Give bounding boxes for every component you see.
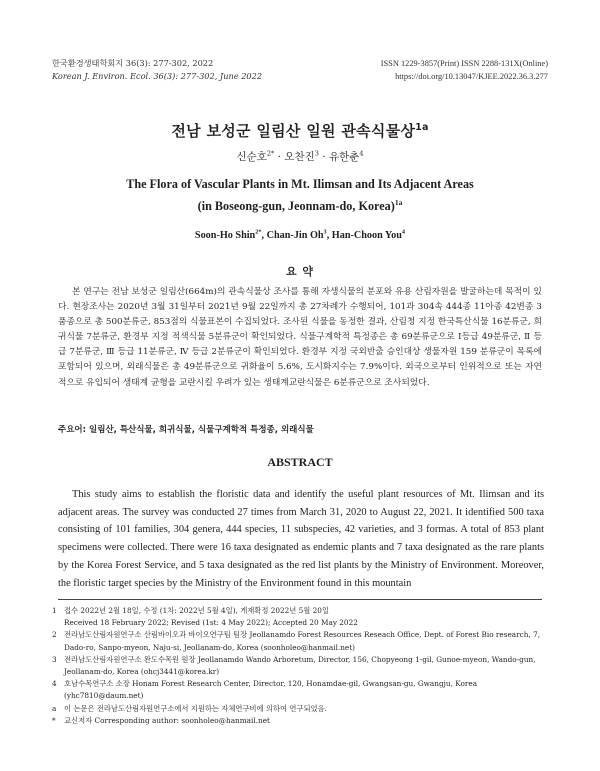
footnote-divider xyxy=(58,599,542,600)
korean-abstract-text: 본 연구는 전남 보성군 일림산(664m)의 관속식물상 조사를 통해 자생식물의 분포와 유용 산림자원을 발굴하는데 목적이 있다. 현장조사는 2020년 3월 31일부터 2021년 9월 22일까지 총 27차례가 수행되어, 101과 304속 444종 11아종 42변종 3품종으로 총 500분류군, 853점의 식물표본이 수집되었다. 조사된 식물을 동정한 결과, 산림청 지정 한국특산식물 16분류군, 희귀식물 7분류군, 환경부 지정 적색식물 5분류군이 확인되었다. 식물구계학적 특정종은 총 69분류군으로 Ⅰ등급 49분류군, Ⅱ 등급 7분류군, Ⅲ 등급 11분류군, Ⅳ 등급 2분류군이 확인되었다. 환경부 지정 국외반출 승인대상 생물자원 159 분류군이 목록에 포함되어 있으며, 외래식물은 총 49분류군으로 귀화율이 5.6%, 도시화지수는 7.9%이다. 외국으로부터 인위적으로 또는 자연적으로 유입되어 생태계 균형을 교란시킬 우려가 있는 생태계교란식물은 6분류군으로 조사되었다. xyxy=(58,287,542,388)
footnote-corresponding: * 교신저자 Corresponding author: soonholeo@hanmail.net xyxy=(52,715,270,725)
author-ko-2: 오찬진 xyxy=(284,151,315,163)
journal-citation xyxy=(52,57,262,83)
footnote-4: 4 호남수목연구소 소장 Honam Forest Research Center, Director, 120, Honamdae-gil, Gwangsan-gu, Gwangju, Korea (yhc7810@daum.net) xyxy=(52,679,478,701)
title-korean: 전남 보성군 일림산 일원 관속식물상$^{1a}$ xyxy=(171,122,429,140)
issn-doi-block xyxy=(381,57,548,83)
journal-citation-en: Korean J. Environ. Ecol. 36(3): 277-302, June 2022 xyxy=(52,71,263,81)
doi-link[interactable]: https://doi.org/10.13047/KJEE.2022.36.3.277 xyxy=(395,72,548,81)
footnote-1: 1 접수 2022년 2월 18일, 수정 (1차: 2022년 5월 4일), 게재확정 2022년 5월 20일 Received 18 February 2022; Revised (1st: 4 May 2022); Accepted 20 May 2022 xyxy=(52,606,358,628)
footnote-2: 2 전라남도산림자원연구소 산림바이오과 바이오연구팀 팀장 Jeollanamdo Forest Resources Reseach Office, Dept. of Forest Bio research, 7, Dado-ro, Sanpo-myeon, Naju-si, Jeollanam-do, Korea (soonholeo@hanmail.net) xyxy=(52,630,541,652)
authors-english: Soon-Ho Shin$^{2*}$, Chan-Jin Oh$^3$, Han-Choon You$^4$ xyxy=(194,228,406,241)
english-abstract-text: This study aims to establish the floristic data and identify the useful plant resources of Mt. Ilimsan and its adjacent areas. The survey was conducted 27 times from March 31, 2020 to August 22, 2021. It identified 500 taxa consisting of 101 families, 304 genera, 444 species, 11 subspecies, 42 varieties, and 3 formas. A total of 853 plant specimens were collected. There were 16 taxa designated as endemic plants and 7 taxa designated as the rare plants by the Korea Forest Service, and 5 taxa designated as the red list plants by the Ministry of Environment. Moreover, the floristic target species by the Ministry of the Environment found in this mountain xyxy=(58,489,544,589)
author-separator: · xyxy=(322,151,326,163)
keywords-label: 주요어: xyxy=(58,425,87,435)
title-english-line-1: The Flora of Vascular Plants in Mt. Ilimsan and Its Adjacent Areas xyxy=(126,177,474,191)
title-english-footnote-mark: 1a xyxy=(394,197,403,207)
footnote-a: a 이 논문은 전라남도산림자원연구소에서 지원하는 자체연구비에 의하여 연구되었음. xyxy=(52,703,327,713)
author-en-1: Soon-Ho Shin xyxy=(194,230,256,241)
footnote-3: 3 전라남도산림자원연구소 완도수목원 원장 Jeollanamdo Wando Arboretum, Director, 156, Chopyeong 1-gil, Gunoe-myeon, Wando-gun, Jeollanam-do, Korea (ohcj3441@korea.kr) xyxy=(52,654,536,677)
issn: ISSN 1229-3857(Print) ISSN 2288-131X(Online) xyxy=(380,59,548,68)
authors-korean: 신순호$^{2*}$ · 오찬진$^3$ · 유한춘$^4$ xyxy=(236,149,364,163)
journal-citation-ko: 한국환경생태학회지 36(3): 277-302, 2022 xyxy=(52,58,214,68)
english-abstract xyxy=(58,486,544,592)
keywords-list: 일림산, 특산식물, 희귀식물, 식물구계학적 특정종, 외래식물 xyxy=(89,425,314,435)
author-en-2: Chan-Jin Oh xyxy=(266,230,324,241)
keywords xyxy=(58,424,542,436)
author-ko-1: 신순호 xyxy=(236,151,267,163)
korean-abstract xyxy=(58,285,542,391)
footnotes xyxy=(52,605,546,727)
english-abstract-heading: ABSTRACT xyxy=(267,455,333,469)
author-separator: · xyxy=(277,151,281,163)
korean-abstract-heading: 요 약 xyxy=(285,265,315,278)
title-english-line-2: (in Boseong-gun, Jeonnam-do, Korea)$^{1a}$ xyxy=(197,197,403,213)
title-korean-footnote-mark: 1a xyxy=(415,122,429,133)
author-en-3: Han-Choon You xyxy=(331,230,402,241)
author-ko-3: 유한춘 xyxy=(328,151,360,163)
